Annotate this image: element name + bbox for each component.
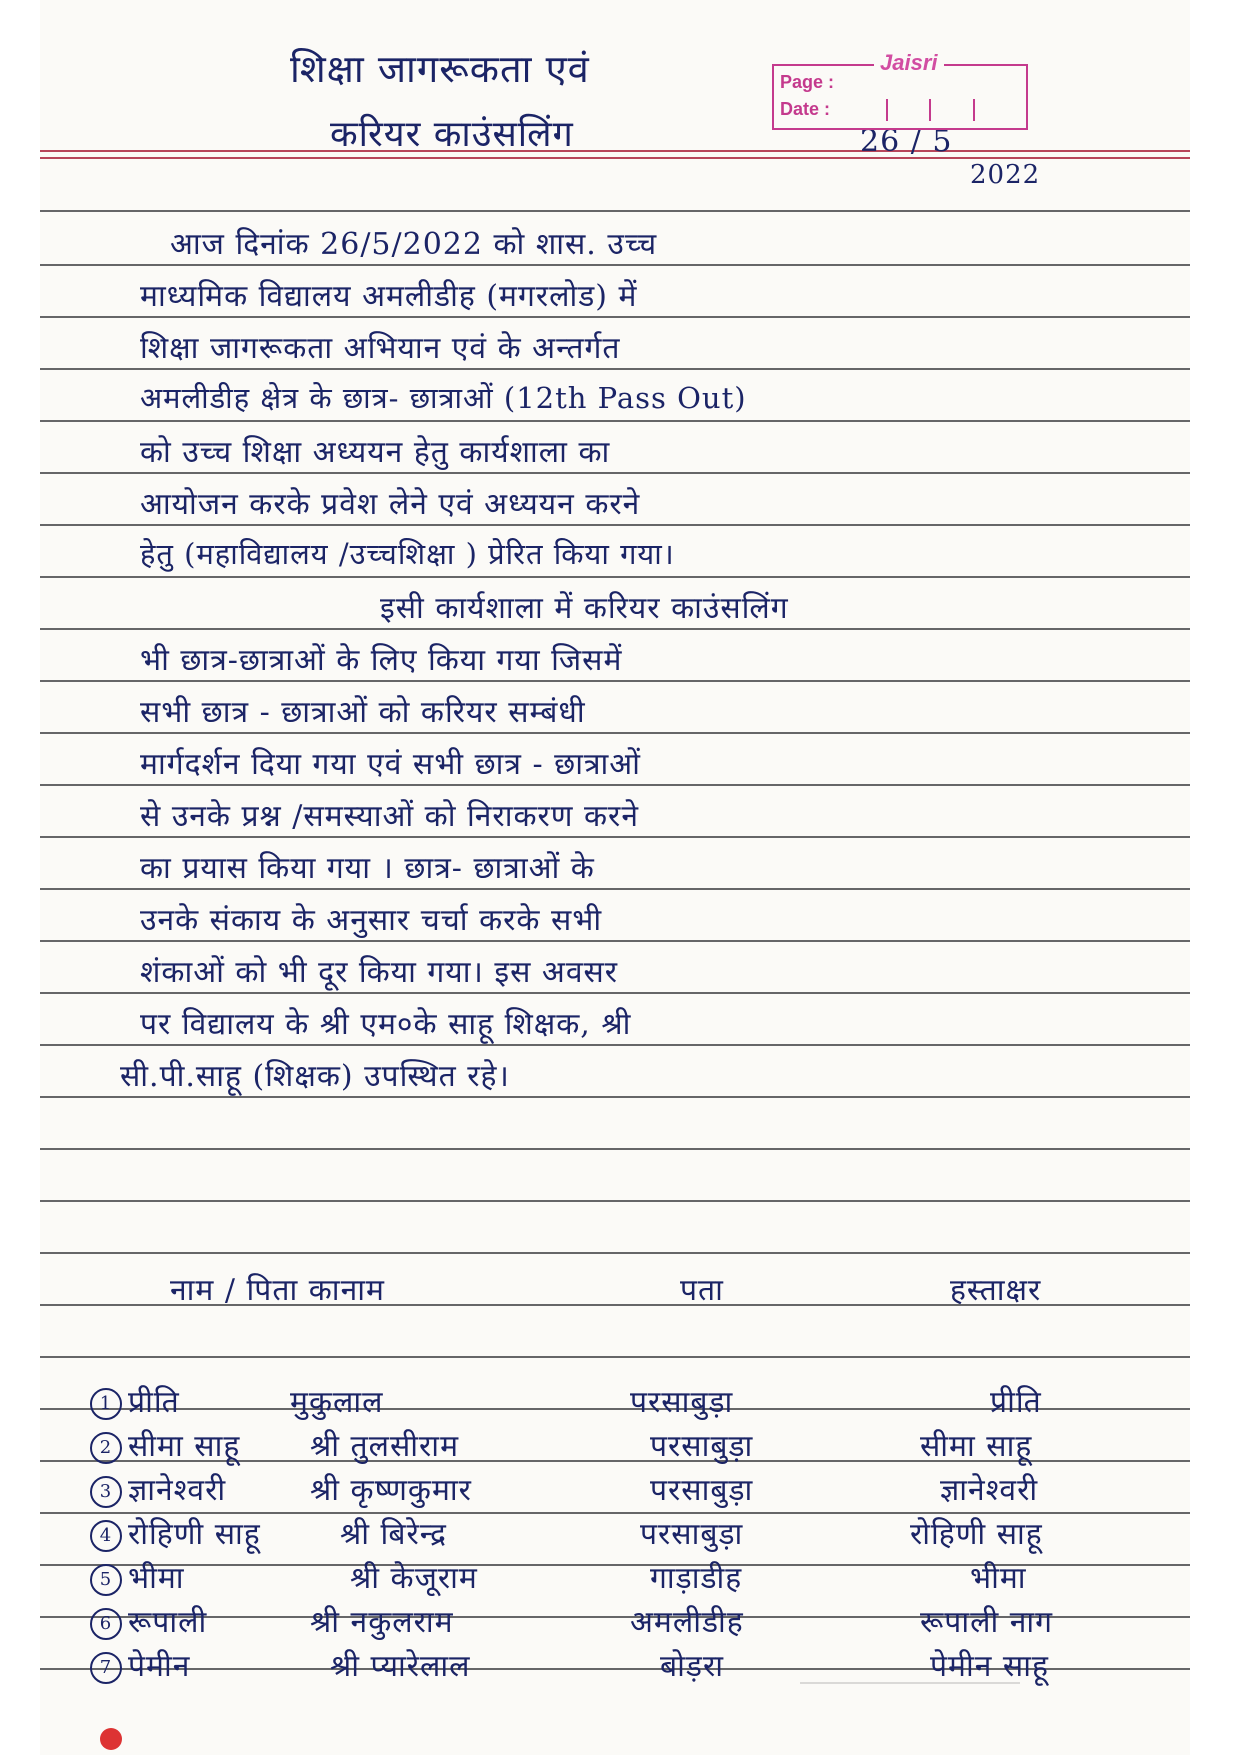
student-name: पेमीन (128, 1649, 191, 1684)
address: बोड़रा (660, 1649, 724, 1684)
ruled-line (40, 784, 1190, 786)
father-name: श्री बिरेन्द्र (340, 1517, 447, 1552)
ruled-line (40, 628, 1190, 630)
body-line: इसी कार्यशाला में करियर काउंसलिंग (380, 591, 789, 626)
ruled-line (40, 888, 1190, 890)
father-name: श्री कृष्णकुमार (310, 1473, 472, 1508)
ruled-line (40, 1252, 1190, 1254)
body-line: माध्यमिक विद्यालय अमलीडीह (मगरलोड) में (140, 279, 638, 314)
page-title-line1: शिक्षा जागरूकता एवं (290, 47, 590, 91)
ruled-line (40, 836, 1190, 838)
student-name: रोहिणी साहू (128, 1517, 261, 1552)
student-name: ज्ञानेश्वरी (128, 1473, 227, 1508)
ruled-line (40, 1356, 1190, 1358)
ruled-line (40, 210, 1190, 212)
body-line: शिक्षा जागरूकता अभियान एवं के अन्तर्गत (140, 331, 621, 366)
body-line: हेतु (महाविद्यालय /उच्चशिक्षा ) प्रेरित किया गया। (140, 537, 675, 571)
address: परसाबुड़ा (640, 1517, 744, 1552)
body-line: सी.पी.साहू (शिक्षक) उपस्थित रहे। (120, 1059, 510, 1094)
student-name: प्रीति (128, 1385, 180, 1420)
father-name: श्री नकुलराम (310, 1605, 454, 1640)
body-line: मार्गदर्शन दिया गया एवं सभी छात्र - छात्राओं (140, 747, 641, 782)
father-name: मुकुलाल (290, 1385, 384, 1420)
brand-logo: Jaisri (874, 50, 944, 76)
ruled-line (40, 1044, 1190, 1046)
ruled-line (40, 524, 1190, 526)
column-header-signature: हस्ताक्षर (950, 1273, 1042, 1308)
date-year: 2022 (970, 160, 1041, 190)
body-line: आज दिनांक 26/5/2022 को शास. उच्च (170, 227, 658, 262)
ruled-line (40, 992, 1190, 994)
ruled-line (40, 316, 1190, 318)
father-name: श्री केजूराम (350, 1561, 478, 1596)
row-number: 6 (90, 1608, 122, 1640)
body-line: अमलीडीह क्षेत्र के छात्र- छात्राओं (12th Pass Out) (140, 381, 747, 415)
date-day-month: 26 / 5 (860, 124, 953, 159)
student-name: सीमा साहू (128, 1429, 241, 1464)
signature: ज्ञानेश्वरी (940, 1473, 1039, 1508)
address: परसाबुड़ा (630, 1385, 734, 1420)
signature: प्रीति (990, 1385, 1042, 1420)
ruled-line (40, 680, 1190, 682)
body-line: सभी छात्र - छात्राओं को करियर सम्बंधी (140, 695, 586, 730)
address: परसाबुड़ा (650, 1473, 754, 1508)
student-name: भीमा (128, 1561, 185, 1596)
student-name: रूपाली (128, 1605, 208, 1640)
body-line: पर विद्यालय के श्री एम०के साहू शिक्षक, श्री (140, 1007, 632, 1042)
ruled-line (40, 472, 1190, 474)
row-number: 1 (90, 1388, 122, 1420)
notebook-stamp (772, 50, 1028, 130)
date-boxes (886, 99, 1016, 121)
signature: पेमीन साहू (930, 1649, 1049, 1684)
ruled-line (40, 576, 1190, 578)
ruled-line (40, 264, 1190, 266)
body-line: उनके संकाय के अनुसार चर्चा करके सभी (140, 903, 603, 938)
address: गाड़ाडीह (650, 1561, 743, 1596)
notebook-page (40, 0, 1190, 1755)
signature: सीमा साहू (920, 1429, 1033, 1464)
address: परसाबुड़ा (650, 1429, 754, 1464)
father-name: श्री प्यारेलाल (330, 1649, 471, 1684)
header-rule (40, 150, 1190, 159)
ruled-line (40, 420, 1190, 422)
date-label: Date : (780, 99, 831, 119)
ruled-line (40, 1148, 1190, 1150)
father-name: श्री तुलसीराम (310, 1429, 460, 1464)
signature: रूपाली नाग (920, 1605, 1054, 1640)
signature: रोहिणी साहू (910, 1517, 1043, 1552)
column-header-name: नाम / पिता कानाम (170, 1273, 385, 1308)
faded-seal (800, 1682, 1020, 1744)
row-number: 2 (90, 1432, 122, 1464)
row-number: 4 (90, 1520, 122, 1552)
ruled-line (40, 368, 1190, 370)
body-line: को उच्च शिक्षा अध्ययन हेतु कार्यशाला का (140, 435, 611, 470)
row-number: 5 (90, 1564, 122, 1596)
ruled-line (40, 940, 1190, 942)
row-number: 3 (90, 1476, 122, 1508)
body-line: आयोजन करके प्रवेश लेने एवं अध्ययन करने (140, 487, 641, 522)
signature: भीमा (970, 1561, 1027, 1596)
column-header-address: पता (680, 1273, 724, 1308)
address: अमलीडीह (630, 1605, 744, 1640)
body-line: शंकाओं को भी दूर किया गया। इस अवसर (140, 955, 619, 990)
flower-sticker (100, 1728, 122, 1750)
body-line: से उनके प्रश्न /समस्याओं को निराकरण करने (140, 799, 639, 834)
page-title-line2: करियर काउंसलिंग (330, 114, 574, 155)
body-line: का प्रयास किया गया । छात्र- छात्राओं के (140, 851, 595, 886)
body-line: भी छात्र-छात्राओं के लिए किया गया जिसमें (140, 643, 623, 678)
ruled-line (40, 1200, 1190, 1202)
page-label: Page : (780, 72, 835, 92)
ruled-line (40, 732, 1190, 734)
row-number: 7 (90, 1652, 122, 1684)
ruled-line (40, 1096, 1190, 1098)
